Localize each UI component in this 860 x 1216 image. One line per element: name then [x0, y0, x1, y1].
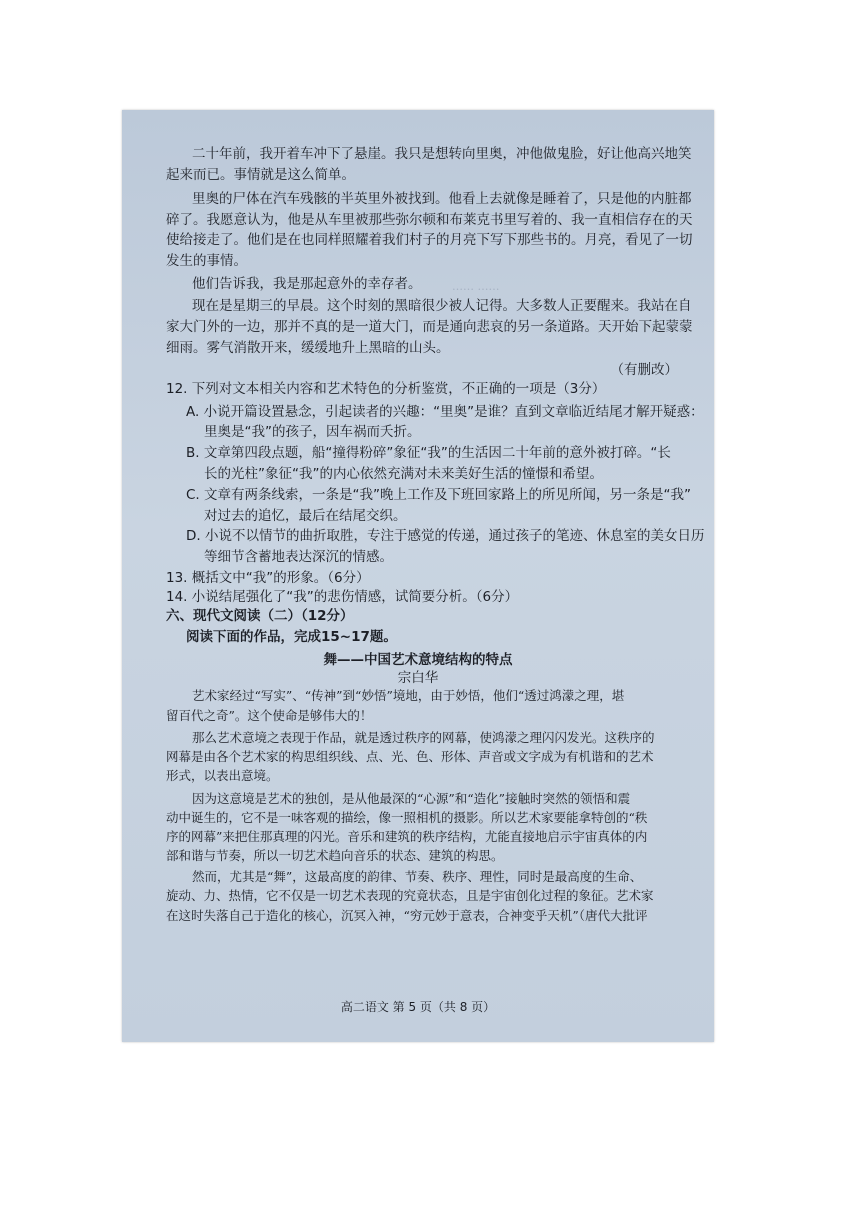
reading-instruction: 阅读下面的作品，完成15~17题。 — [186, 629, 397, 646]
deletion-note: （有删改） — [610, 362, 678, 379]
article-line: 然而，尤其是“舞”，这最高度的韵律、节奏、秩序、理性，同时是最高度的生命、 — [192, 869, 643, 885]
question-14: 14. 小说结尾强化了“我”的悲伤情感，试简要分析。（6分） — [166, 589, 519, 606]
question-12: 12. 下列对文本相关内容和艺术特色的分析鉴赏，不正确的一项是（3分） — [166, 381, 606, 398]
option-c: C. 文章有两条线索，一条是“我”晚上工作及下班回家路上的所见所闻，另一条是“我” — [186, 486, 691, 503]
article-line: 留百代之奇”。这个使命是够伟大的！ — [166, 707, 373, 723]
article-line: 因为这意境是艺术的独创，是从他最深的“心源”和“造化”接触时突然的领悟和震 — [192, 790, 631, 806]
article-line: 动中诞生的，它不是一味客观的描绘，像一照相机的摄影。所以艺术家要能拿特创的“秩 — [166, 810, 648, 825]
option-b: B. 文章第四段点题，船“撞得粉碎”象征“我”的生活因二十年前的意外被打碎。“长 — [186, 445, 671, 462]
article-line: 序的网幕”来把住那真理的闪光。音乐和建筑的秩序结构，尤能直接地启示宇宙真体的内 — [166, 829, 648, 845]
story-line: 现在是星期三的早晨。这个时刻的黑暗很少被人记得。大多数人正要醒来。我站在自 — [192, 298, 692, 314]
option-a-cont: 里奥是“我”的孩子，因车祸而夭折。 — [204, 424, 421, 441]
story-line: 发生的事情。 — [166, 253, 247, 270]
option-d: D. 小说不以情节的曲折取胜，专注于感觉的传递，通过孩子的笔迹、休息室的美女日历 — [186, 528, 705, 545]
article-line: 旋动、力、热情，它不仅是一切艺术表现的究竟状态，且是宇宙创化过程的象征。艺术家 — [166, 888, 654, 904]
option-b-cont: 长的光柱”象征“我”的内心依然充满对未来美好生活的憧憬和希望。 — [204, 466, 603, 482]
story-line: 家大门外的一边，那并不真的是一道大门，而是通向悲哀的另一条道路。天开始下起蒙蒙 — [166, 318, 693, 335]
article-line: 形式，以表出意境。 — [166, 768, 279, 784]
story-line: 起来而已。事情就是这么简单。 — [166, 166, 355, 183]
option-a: A. 小说开篇设置悬念，引起读者的兴趣：“里奥”是谁？直到文章临近结尾才解开疑惑： — [186, 403, 704, 420]
story-line: 里奥的尸体在汽车残骸的半英里外被找到。他看上去就像是睡着了，只是他的内脏都 — [192, 190, 692, 207]
bleed-through: …… …… — [452, 280, 500, 293]
story-line: 碎了。我愿意认为，他是从车里被那些弥尔顿和布莱克书里写着的、我一直相信存在的天 — [166, 211, 693, 228]
article-line: 在这时失落自己于造化的核心，沉冥入神，“穷元妙于意表，合神变乎天机”（唐代大批评 — [166, 907, 648, 923]
article-line: 那么艺术意境之表现于作品，就是透过秩序的网幕，使鸿濛之理闪闪发光。这秩序的 — [192, 730, 655, 745]
article-line: 部和谐与节奏，所以一切艺术趋向音乐的状态、建筑的构思。 — [166, 848, 504, 864]
exam-page — [122, 110, 714, 1042]
story-line: 他们告诉我，我是那起意外的幸存者。 — [192, 275, 422, 292]
story-line: 二十年前，我开着车冲下了悬崖。我只是想转向里奥，冲他做鬼脸，好让他高兴地笑 — [192, 146, 692, 162]
article-author: 宗白华 — [397, 669, 439, 686]
page-footer: 高二语文 第 5 页（共 8 页） — [340, 1000, 496, 1014]
article-line: 艺术家经过“写实”、“传神”到“妙悟”境地，由于妙悟，他们“透过鸿濛之理，堪 — [192, 688, 625, 704]
option-c-cont: 对过去的追忆，最后在结尾交织。 — [204, 507, 407, 524]
story-line: 使给接走了。他们是在也同样照耀着我们村子的月亮下写下那些书的。月亮，看见了一切 — [166, 232, 693, 249]
question-13: 13. 概括文中“我”的形象。（6分） — [166, 570, 370, 586]
option-d-cont: 等细节含蓄地表达深沉的情感。 — [204, 549, 393, 566]
article-title: 舞——中国艺术意境结构的特点 — [323, 652, 513, 668]
article-line: 网幕是由各个艺术家的构思组织线、点、光、色、形体、声音或文字成为有机谐和的艺术 — [166, 749, 654, 765]
section-heading: 六、现代文阅读（二）（12分） — [166, 608, 354, 625]
story-line: 细雨。雾气消散开来，缓缓地升上黑暗的山头。 — [166, 339, 450, 356]
